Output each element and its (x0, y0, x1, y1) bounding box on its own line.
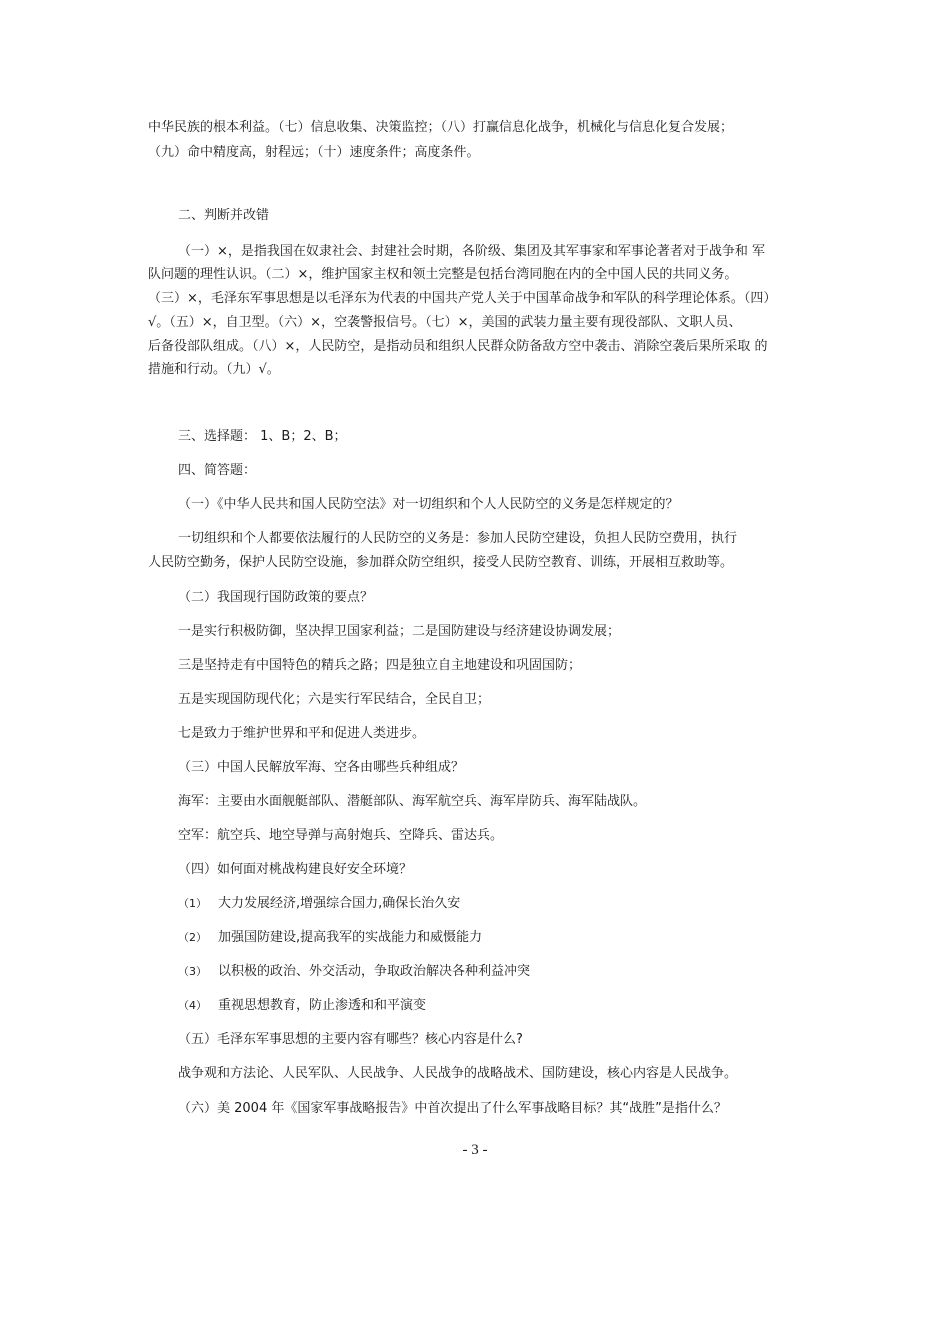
answer-4-item (178, 959, 838, 985)
item-text: 重视思想教育，防止渗透和和平演变 (218, 998, 427, 1013)
section4-heading: 四、简答题： (178, 463, 257, 478)
question-6: （六）美 2004 年《国家军事战略报告》中首次提出了什么军事战略目标？其“战胜”是指什么？ (178, 1101, 727, 1116)
section2-heading: 二、判断并改错 (178, 208, 270, 223)
answer-1-line2: 人民防空勤务，保护人民防空设施，参加群众防空组织，接受人民防空教育、训练，开展相互救助等。 (148, 555, 734, 570)
item-number: （4） (178, 999, 207, 1012)
page-number: - 3 - (462, 1142, 488, 1158)
item-text: 加强国防建设,提高我军的实战能力和威慑能力 (218, 930, 483, 945)
answer-4-item (178, 925, 838, 951)
item-number: （1） (178, 897, 207, 910)
section2-line: （三）×，毛泽东军事思想是以毛泽东为代表的中国共产党人关于中国革命战争和军队的科学理论体系。（四） (148, 291, 777, 306)
question-2: （二）我国现行国防政策的要点？ (178, 590, 374, 605)
question-4: （四）如何面对桃战构建良好安全环境？ (178, 862, 413, 877)
item-number: （3） (178, 965, 207, 978)
answer-5: 战争观和方法论、人民军队、人民战争、人民战争的战略战术、国防建设，核心内容是人民战争。 (178, 1066, 738, 1081)
answer-4-item (178, 891, 838, 917)
question-3: （三）中国人民解放军海、空各由哪些兵种组成？ (178, 760, 465, 775)
answer-2-line: 七是致力于维护世界和平和促进人类进步。 (178, 726, 426, 741)
answer-1-line1: 一切组织和个人都要依法履行的人民防空的义务是：参加人民防空建设，负担人民防空费用，执行 (178, 531, 738, 546)
answer-3-line: 海军：主要由水面舰艇部队、潜艇部队、海军航空兵、海军岸防兵、海军陆战队。 (178, 794, 647, 809)
item-text: 以积极的政治、外交活动，争取政治解决各种利益冲突 (218, 964, 531, 979)
answer-2-line: 五是实现国防现代化；六是实行军民结合，全民自卫； (178, 692, 491, 707)
section2-line: 措施和行动。（九）√。 (148, 362, 280, 377)
answer-3-line: 空军：航空兵、地空导弹与高射炮兵、空降兵、雷达兵。 (178, 828, 504, 843)
item-number: （2） (178, 931, 207, 944)
section1-line1: 中华民族的根本利益。（七）信息收集、决策监控；（八）打赢信息化战争，机械化与信息化复合发展； (148, 120, 734, 135)
answer-2-line: 三是坚持走有中国特色的精兵之路；四是独立自主地建设和巩固国防； (178, 658, 582, 673)
answer-2-line: 一是实行积极防御，坚决捍卫国家利益；二是国防建设与经济建设协调发展； (178, 624, 621, 639)
question-5: （五）毛泽东军事思想的主要内容有哪些？核心内容是什么? (178, 1032, 523, 1047)
section1-line2: （九）命中精度高，射程远；（十）速度条件；高度条件。 (148, 145, 480, 160)
section3-heading: 三、选择题： 1、B；2、B； (178, 429, 347, 444)
section2-line: √。（五）×，自卫型。（六）×，空袭警报信号。（七）×，美国的武装力量主要有现役部队、文职人员、 (148, 315, 742, 330)
section2-line: （一）×，是指我国在奴隶社会、封建社会时期，各阶级、集团及其军事家和军事论著者对于战争和 军 (178, 244, 766, 259)
section2-line: 后备役部队组成。（八）×，人民防空，是指动员和组织人民群众防备敌方空中袭击、消除空袭后果所采取 的 (148, 339, 768, 354)
item-text: 大力发展经济,增强综合国力,确保长治久安 (218, 896, 461, 911)
question-1: （一）《中华人民共和国人民防空法》对一切组织和个人人民防空的义务是怎样规定的？ (178, 497, 679, 512)
answer-4-item (178, 993, 838, 1019)
section2-line: 队问题的理性认识。（二）×，维护国家主权和领土完整是包括台湾同胞在内的全中国人民的共同义务。 (148, 267, 738, 282)
